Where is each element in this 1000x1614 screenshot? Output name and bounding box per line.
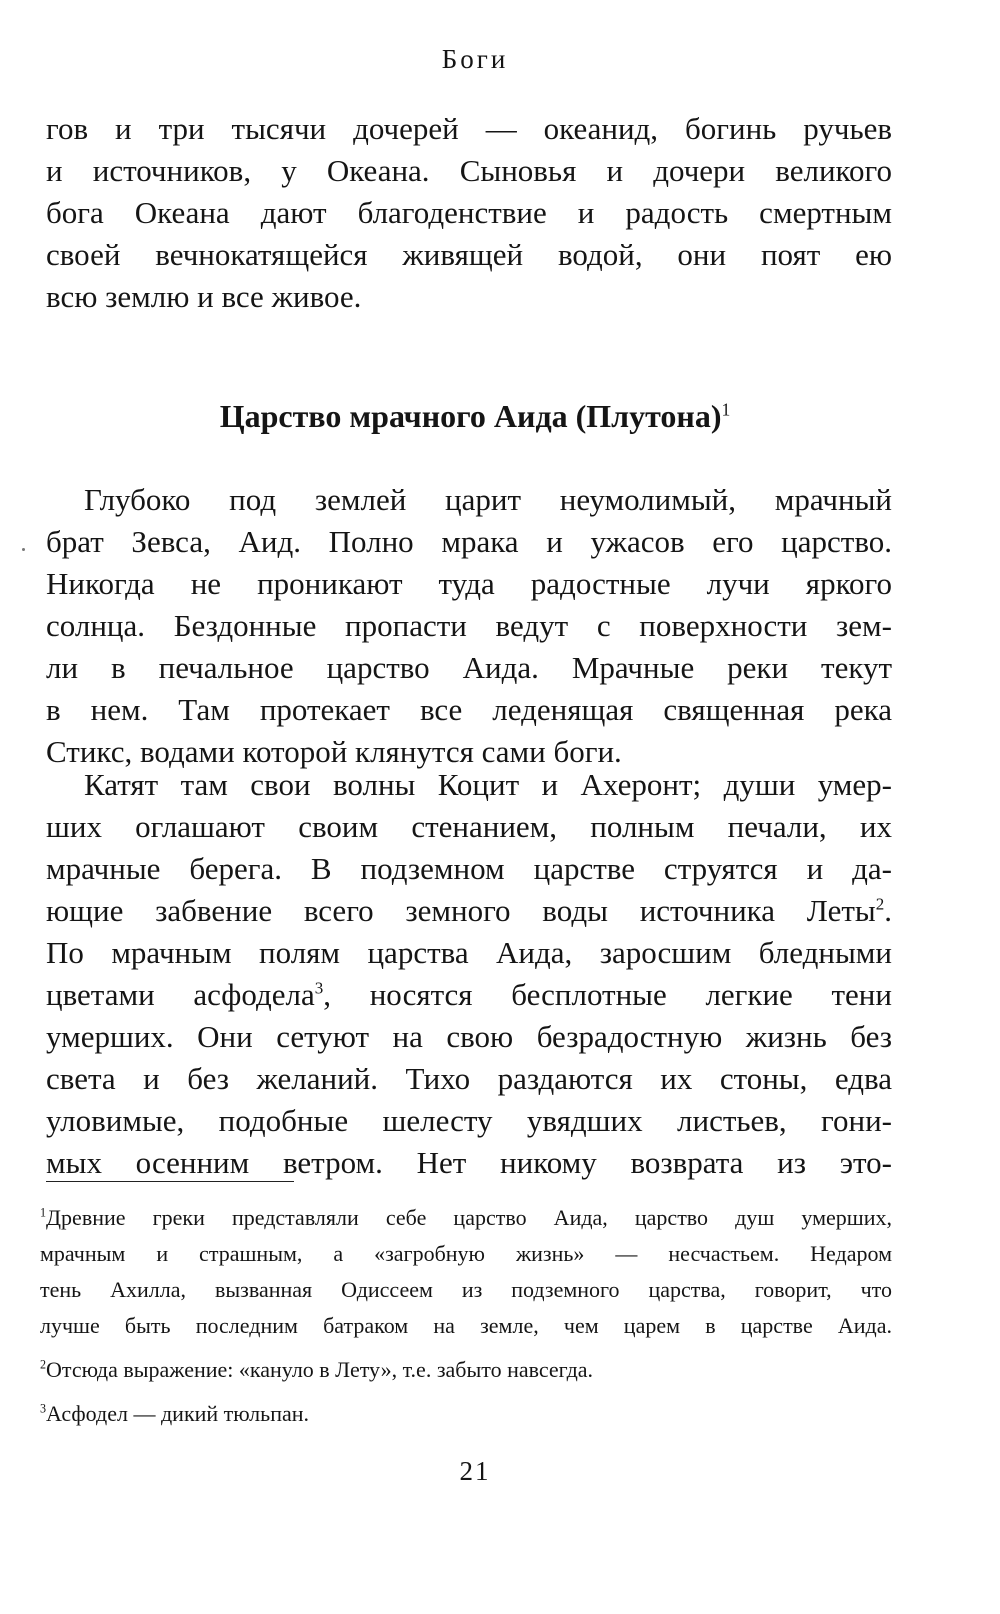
text-line: По мрачным полям царства Аида, заросшим бледными [46, 935, 892, 970]
text-line: солнца. Бездонные пропасти ведут с поверхности зем- [46, 608, 892, 643]
text-line: бога Океана дают благоденствие и радость смертным [46, 195, 892, 230]
footnote-text: Отсюда выражение: «кануло в Лету», т.е. забыто навсегда. [46, 1357, 594, 1382]
text-line: и источников, у Океана. Сыновья и дочери великого [46, 153, 892, 188]
footnote-1-line: тень Ахилла, вызванная Одиссеем из подземного царства, говорит, что [40, 1277, 892, 1302]
footnote-1-line: мрачным и страшным, а «загробную жизнь» — несчастьем. Недаром [40, 1241, 892, 1266]
continued-paragraph [46, 108, 892, 318]
paragraph-2 [46, 764, 892, 1184]
text-segment: , носятся бесплотные легкие тени [323, 977, 892, 1012]
footnote-1-line: лучше быть последним батраком на земле, чем царем в царстве Аида. [40, 1313, 892, 1338]
footnote-mark: 3 [40, 1401, 47, 1416]
text-segment: цветами асфодела [46, 977, 315, 1012]
text-line [46, 974, 892, 1016]
text-line: в нем. Там протекает все леденящая священная река [46, 692, 892, 727]
footnote-3 [40, 1396, 892, 1432]
footnotes [40, 1200, 892, 1432]
footnote-reference: 1 [721, 399, 731, 420]
text-segment: ющие забвение всего земного воды источника Леты [46, 893, 876, 928]
footnote-gap [40, 1344, 892, 1352]
footnote-mark: 2 [40, 1357, 47, 1372]
text-line: Стикс, водами которой клянутся сами боги. [46, 734, 622, 769]
page-number: 21 [459, 1456, 491, 1486]
text-line: мых осенним ветром. Нет никому возврата из это- [46, 1145, 892, 1180]
text-line: всю землю и все живое. [46, 279, 362, 314]
text-line: брат Зевса, Аид. Полно мрака и ужасов его царство. [46, 524, 892, 559]
text-line: света и без желаний. Тихо раздаются их стоны, едва [46, 1061, 892, 1096]
footnote-text: Древние греки представляли себе царство Аида, царство душ умерших, [46, 1205, 892, 1230]
paragraph-1 [46, 479, 892, 773]
footnote-mark: 1 [40, 1205, 47, 1220]
section-heading [0, 398, 950, 435]
text-line [46, 890, 892, 932]
text-segment: . [884, 893, 892, 928]
section-heading-text: Царство мрачного Аида (Плутона) [219, 398, 722, 434]
text-line: гов и три тысячи дочерей — океанид, богинь ручьев [46, 111, 892, 146]
footnote-text: Асфодел — дикий тюльпан. [46, 1401, 310, 1426]
text-line: ших оглашают своим стенанием, полным печали, их [46, 809, 892, 844]
text-line: своей вечнокатящейся живящей водой, они поят ею [46, 237, 892, 272]
text-line: Никогда не проникают туда радостные лучи яркого [46, 566, 892, 601]
margin-speck [22, 548, 25, 551]
footnote-reference: 3 [314, 978, 324, 998]
text-line: мрачные берега. В подземном царстве струятся и да- [46, 851, 892, 886]
text-line: Глубоко под землей царит неумолимый, мрачный [84, 482, 892, 517]
text-line: Катят там свои волны Коцит и Ахеронт; души умер- [84, 767, 892, 802]
footnote-gap [40, 1388, 892, 1396]
text-line: ли в печальное царство Аида. Мрачные реки текут [46, 650, 892, 685]
footnote-divider [46, 1181, 294, 1182]
text-line: умерших. Они сетуют на свою безрадостную жизнь без [46, 1019, 892, 1054]
footnote-2 [40, 1352, 892, 1388]
footnote-1-line [40, 1200, 892, 1236]
text-line: уловимые, подобные шелесту увядших листьев, гони- [46, 1103, 892, 1138]
running-head: Боги [441, 44, 509, 74]
footnote-reference: 2 [875, 894, 885, 914]
